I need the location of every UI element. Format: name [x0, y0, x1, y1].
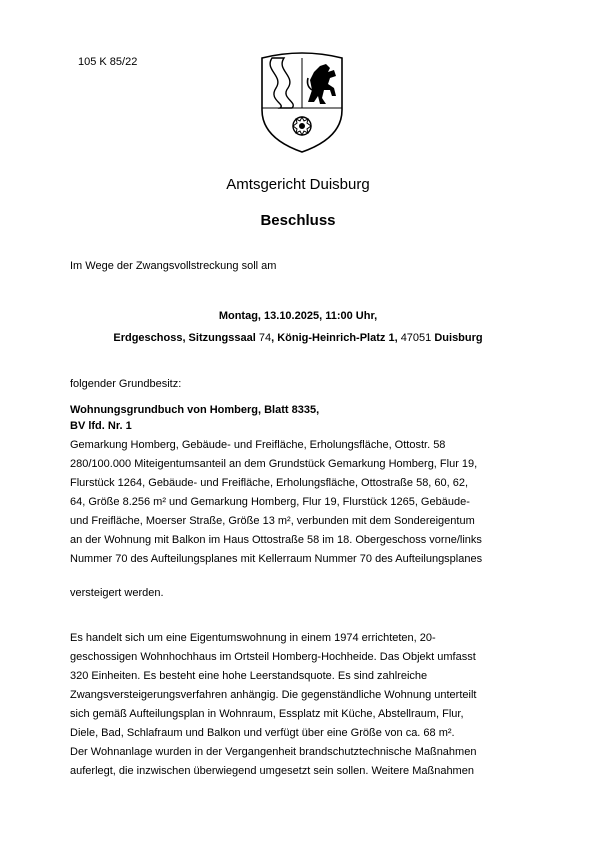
- property-description-line: 280/100.000 Miteigentumsanteil an dem Grundstück Gemarkung Homberg, Flur 19,: [70, 458, 478, 470]
- intro-text: Im Wege der Zwangsvollstreckung soll am: [70, 260, 277, 272]
- property-description-line: an der Wohnung mit Balkon im Haus Ottostraße 58 im 18. Obergeschoss vorne/links: [70, 534, 482, 546]
- property-description: [70, 436, 530, 569]
- location-part2: , König-Heinrich-Platz 1,: [271, 332, 398, 344]
- paragraph-line: auferlegt, die inzwischen überwiegend umgesetzt sein sollen. Weitere Maßnahmen: [70, 765, 474, 777]
- property-description-line: 64, Größe 8.256 m² und Gemarkung Homberg, Flur 19, Flurstück 1265, Gebäude-: [70, 496, 470, 508]
- paragraph-line: geschossigen Wohnhochhaus im Ortsteil Homberg-Hochheide. Das Objekt umfasst: [70, 651, 476, 663]
- property-intro: folgender Grundbesitz:: [70, 378, 182, 390]
- paragraph-line: Es handelt sich um eine Eigentumswohnung in einem 1974 errichteten, 20-: [70, 632, 436, 644]
- paragraph-line: sich gemäß Aufteilungsplan in Wohnraum, Essplatz mit Küche, Abstellraum, Flur,: [70, 708, 464, 720]
- document-title: Beschluss: [260, 212, 336, 229]
- property-description-line: Flurstück 1264, Gebäude- und Freifläche, Erholungsfläche, Ottostraße 58, 60, 62,: [70, 477, 469, 489]
- fire-safety-paragraph: [70, 743, 530, 781]
- court-name: Amtsgericht Duisburg: [226, 176, 370, 193]
- location-room-number: 74: [258, 332, 272, 344]
- location-part1: Erdgeschoss, Sitzungssaal: [113, 332, 256, 344]
- auction-date-time: Montag, 13.10.2025, 11:00 Uhr,: [218, 310, 378, 322]
- location-city: Duisburg: [434, 332, 483, 344]
- property-description-line: Gemarkung Homberg, Gebäude- und Freifläche, Erholungsfläche, Ottostr. 58: [70, 439, 446, 451]
- paragraph-line: Zwangsversteigerungsverfahren anhängig. Die gegenständliche Wohnung unterteilt: [70, 689, 477, 701]
- paragraph-line: 320 Einheiten. Es besteht eine hohe Leerstandsquote. Es sind zahlreiche: [70, 670, 428, 682]
- property-description-line: Nummer 70 des Aufteilungsplanes mit Kellerraum Nummer 70 des Aufteilungsplanes: [70, 553, 483, 565]
- case-reference: 105 K 85/22: [78, 56, 138, 68]
- paragraph-line: Der Wohnanlage wurden in der Vergangenheit brandschutztechnische Maßnahmen: [70, 746, 477, 758]
- auction-phrase: versteigert werden.: [70, 587, 164, 599]
- property-description-line: und Freifläche, Moerser Straße, Größe 13 m², verbunden mit dem Sondereigentum: [70, 515, 475, 527]
- property-details-paragraph: [70, 629, 530, 743]
- paragraph-line: Diele, Bad, Schlafraum und Balkon und verfügt über eine Größe von ca. 68 m².: [70, 727, 455, 739]
- location-postal-code: 47051: [400, 332, 432, 344]
- land-register-entry: Wohnungsgrundbuch von Homberg, Blatt 8335,: [70, 404, 320, 416]
- nrw-coat-of-arms-icon: [256, 50, 348, 154]
- auction-location: [0, 332, 596, 344]
- bv-number: BV lfd. Nr. 1: [70, 420, 132, 432]
